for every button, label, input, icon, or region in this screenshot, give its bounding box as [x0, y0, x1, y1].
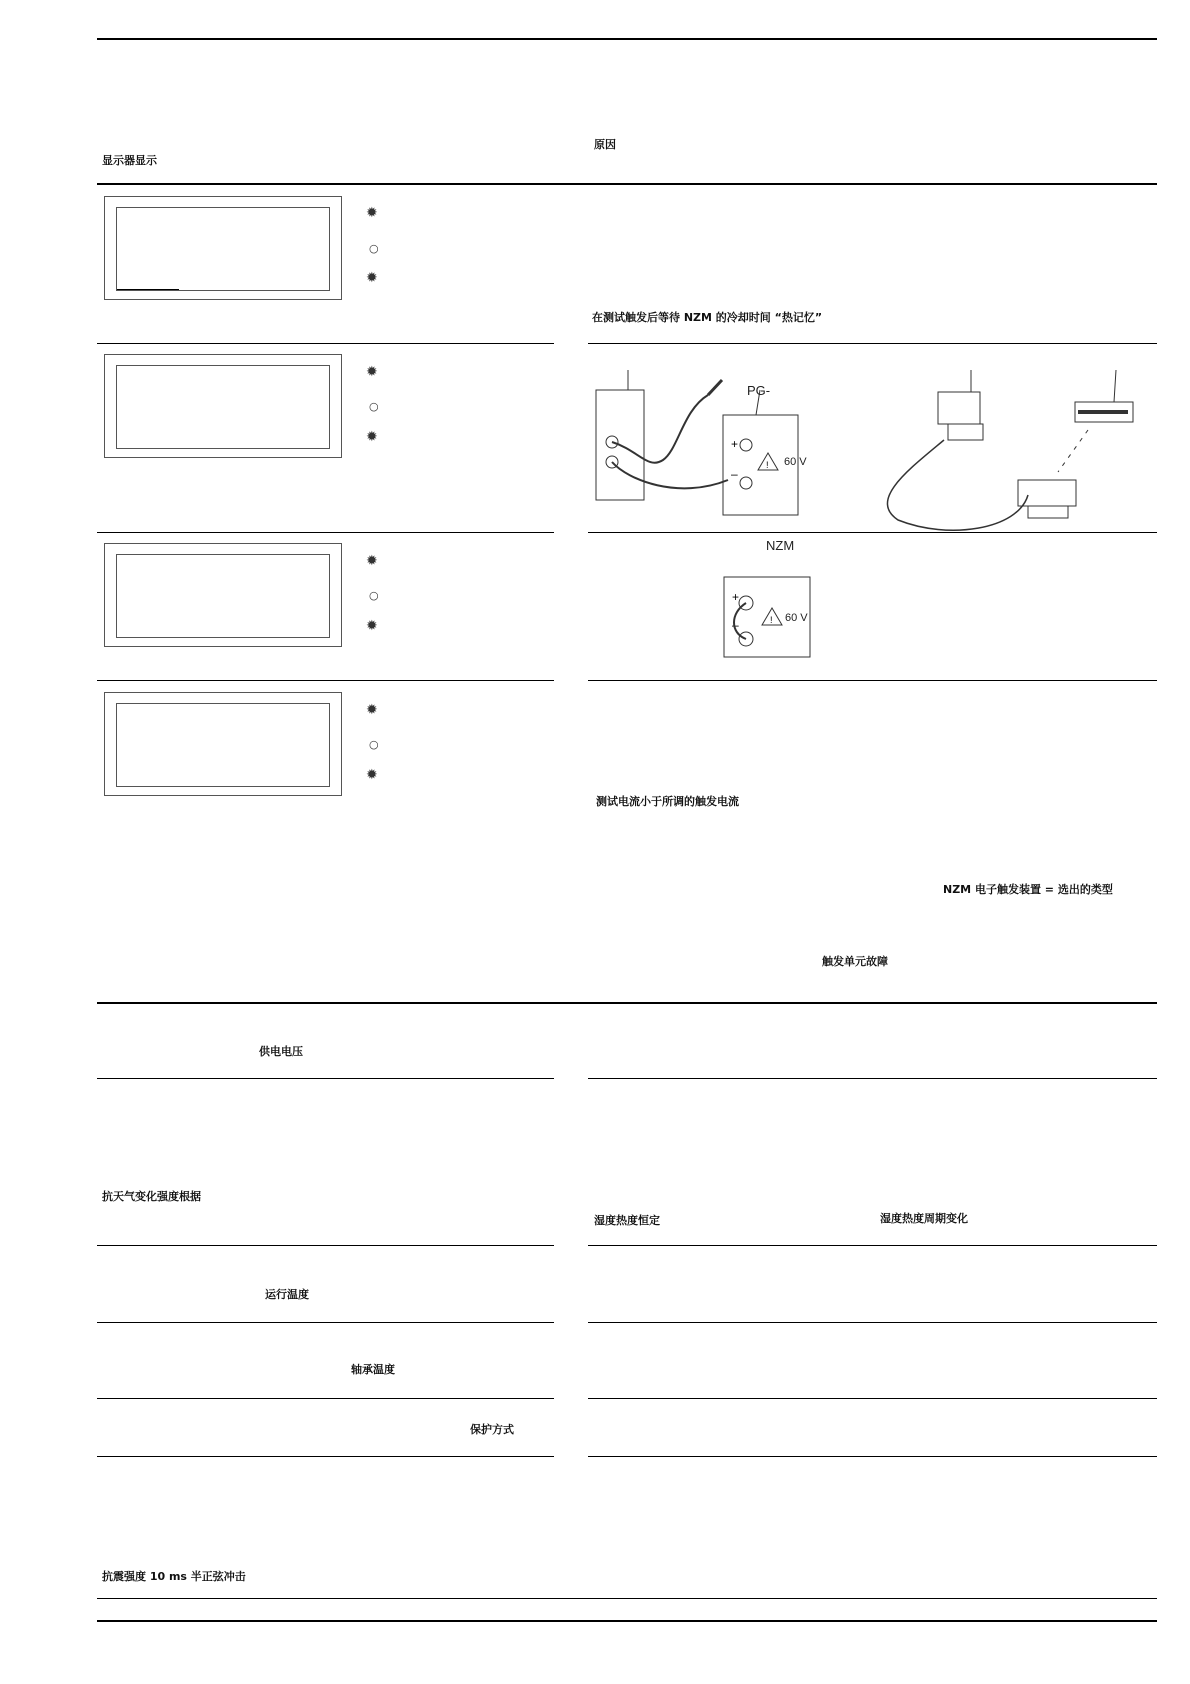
row-rule-right — [588, 1398, 1157, 1399]
right-column-title: 原因 — [594, 138, 616, 151]
display-panel-3 — [104, 543, 342, 647]
row-rule-left — [97, 680, 554, 681]
flash-led-icon: ✹ — [366, 553, 378, 569]
display-screen — [116, 207, 330, 291]
flash-led-icon: ✹ — [366, 270, 378, 286]
spec-protection: 保护方式 — [470, 1423, 514, 1436]
flash-led-icon: ✹ — [366, 429, 378, 445]
spec-humidity-cyclic: 湿度热度周期变化 — [880, 1212, 968, 1225]
nzm-label: NZM — [766, 538, 795, 553]
flash-led-icon: ✹ — [366, 767, 378, 783]
section-rule — [97, 1002, 1157, 1004]
row-rule-left — [97, 1078, 554, 1079]
spec-operating-temp: 运行温度 — [265, 1288, 309, 1301]
cause-4b-text: NZM 电子触发装置 = 选出的类型 — [943, 883, 1113, 896]
spec-shock-resistance: 抗震强度 10 ms 半正弦冲击 — [102, 1570, 246, 1583]
top-rule — [97, 38, 1157, 40]
nzm-terminal-diagram — [720, 553, 820, 663]
row-rule-right — [588, 1456, 1157, 1457]
spec-humidity-constant: 湿度热度恒定 — [594, 1214, 660, 1227]
cause-4c-text: 触发单元故障 — [822, 955, 888, 968]
svg-text:+: + — [731, 437, 739, 451]
off-led-icon: ○ — [369, 738, 379, 751]
row-rule-left — [97, 1456, 554, 1457]
voltage-label-2: 60 V — [785, 612, 808, 624]
spec-supply-voltage: 供电电压 — [259, 1045, 303, 1058]
row-rule-right — [588, 532, 1157, 533]
header-rule — [97, 183, 1157, 185]
display-screen — [116, 554, 330, 638]
display-screen — [116, 703, 330, 787]
svg-text:–: – — [732, 618, 739, 632]
left-column-title: 显示器显示 — [102, 154, 157, 167]
row-rule-right — [588, 1245, 1157, 1246]
cause-4a-text: 测试电流小于所调的触发电流 — [596, 795, 739, 808]
row-rule-left — [97, 1322, 554, 1323]
row-rule-right — [588, 1322, 1157, 1323]
flash-led-icon: ✹ — [366, 618, 378, 634]
display-screen — [116, 365, 330, 449]
spec-climate-resistance: 抗天气变化强度根据 — [102, 1190, 201, 1203]
display-panel-2 — [104, 354, 342, 458]
bottom-rule — [97, 1620, 1157, 1622]
row-rule-right — [588, 680, 1157, 681]
test-connection-diagram — [588, 360, 1148, 540]
flash-led-icon: ✹ — [366, 205, 378, 221]
display-panel-4 — [104, 692, 342, 796]
row-rule-left — [97, 1245, 554, 1246]
row-rule-full — [97, 1598, 1157, 1599]
row-rule-left — [97, 343, 554, 344]
display-panel-1 — [104, 196, 342, 300]
row-rule-left — [97, 532, 554, 533]
svg-text:–: – — [731, 467, 738, 481]
off-led-icon: ○ — [369, 400, 379, 413]
flash-led-icon: ✹ — [366, 702, 378, 718]
svg-text:!: ! — [770, 615, 773, 625]
row-rule-left — [97, 1398, 554, 1399]
pg-label: PG- — [747, 383, 771, 398]
row-rule-right — [588, 343, 1157, 344]
off-led-icon: ○ — [369, 242, 379, 255]
off-led-icon: ○ — [369, 589, 379, 602]
voltage-label-1: 60 V — [784, 456, 807, 468]
svg-text:+: + — [732, 590, 740, 604]
cause-1-text: 在测试触发后等待 NZM 的冷却时间 “热记忆” — [592, 311, 823, 324]
flash-led-icon: ✹ — [366, 364, 378, 380]
spec-storage-temp: 轴承温度 — [351, 1363, 395, 1376]
svg-text:!: ! — [766, 460, 769, 470]
row-rule-right — [588, 1078, 1157, 1079]
